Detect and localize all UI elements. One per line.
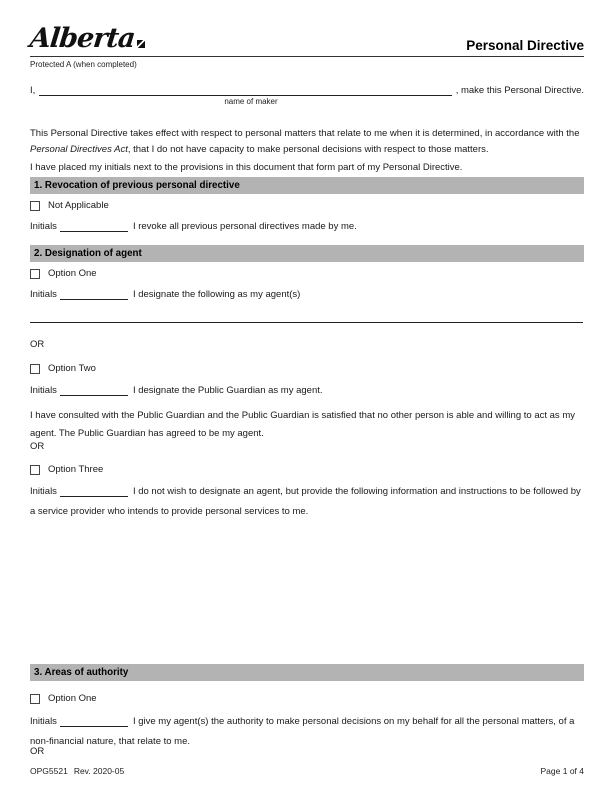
option-three-row (30, 464, 103, 475)
authority-option-one-checkbox[interactable] (30, 694, 40, 704)
authority-statement: I give my agent(s) the authority to make personal decisions on my behalf for all the personal matters, of a non-financial nature, that relate to me. (30, 716, 575, 747)
or-separator: OR (30, 746, 45, 757)
initials-label: Initials (30, 716, 57, 727)
no-agent-statement: I do not wish to designate an agent, but provide the following information and instructions to be followed by a service provider who intends to provide personal services to me. (30, 486, 581, 517)
no-agent-initials-paragraph (30, 482, 584, 522)
form-number (30, 766, 130, 776)
initials-label: Initials (30, 486, 57, 497)
initials-label: Initials (30, 385, 57, 396)
section-2-header: 2. Designation of agent (30, 245, 584, 262)
initials-instruction-paragraph: I have placed my initials next to the provisions in this document that form part of my Personal Directive. (30, 162, 463, 173)
option-three-checkbox[interactable] (30, 465, 40, 475)
or-separator: OR (30, 339, 45, 350)
option-two-label: Option Two (48, 363, 96, 374)
public-guardian-statement: I designate the Public Guardian as my agent. (132, 385, 323, 396)
maker-name-row (30, 82, 584, 96)
public-guardian-initials-row (30, 385, 584, 396)
option-one-initials-field[interactable] (60, 289, 128, 300)
not-applicable-checkbox[interactable] (30, 201, 40, 211)
name-of-maker-caption: name of maker (224, 97, 278, 106)
header-divider (30, 56, 584, 57)
form-revision: Rev. 2020-05 (73, 766, 125, 776)
form-number-code: OPG5521 (30, 766, 68, 776)
designate-agents-initials-row (30, 289, 584, 300)
intro-paragraph-text-after: , that I do not have capacity to make personal decisions with respect to those matters. (127, 143, 489, 155)
designate-agents-statement: I designate the following as my agent(s) (132, 289, 301, 300)
authority-initials-paragraph (30, 712, 584, 752)
intro-paragraph (30, 126, 584, 157)
act-name-italic: Personal Directives Act (30, 143, 128, 155)
or-separator: OR (30, 441, 45, 452)
page-number: Page 1 of 4 (540, 766, 584, 776)
authority-option-one-row (30, 693, 97, 704)
revocation-statement: I revoke all previous personal directives made by me. (132, 221, 357, 232)
not-applicable-label: Not Applicable (48, 200, 109, 211)
option-two-checkbox[interactable] (30, 364, 40, 374)
alberta-flag-icon (137, 40, 145, 48)
not-applicable-row (30, 200, 109, 211)
agent-details-field[interactable] (30, 310, 583, 323)
maker-suffix-label: , make this Personal Directive. (455, 85, 584, 96)
section-1-header: 1. Revocation of previous personal directive (30, 177, 584, 194)
section-3-header: 3. Areas of authority (30, 664, 584, 681)
protected-classification-label: Protected A (when completed) (30, 60, 137, 69)
maker-prefix-label: I, (30, 85, 36, 96)
alberta-logo-text: Alberta (28, 23, 137, 54)
alberta-logo (30, 24, 145, 54)
initials-label: Initials (30, 221, 57, 232)
name-of-maker-field[interactable] (39, 84, 451, 96)
option-two-initials-field[interactable] (60, 385, 128, 396)
revocation-initials-row (30, 221, 584, 232)
option-one-row (30, 268, 97, 279)
page-title: Personal Directive (466, 38, 584, 53)
initials-label: Initials (30, 289, 57, 300)
revocation-initials-field[interactable] (60, 221, 128, 232)
authority-option-one-label: Option One (48, 693, 97, 704)
option-two-row (30, 363, 96, 374)
option-three-label: Option Three (48, 464, 104, 475)
page-footer (30, 766, 584, 776)
public-guardian-note: I have consulted with the Public Guardian and the Public Guardian is satisfied that no other person is able and willing to act as my agent. The Public Guardian has agreed to be my agent. (30, 410, 575, 439)
authority-initials-field[interactable] (60, 716, 128, 727)
option-one-checkbox[interactable] (30, 269, 40, 279)
option-three-initials-field[interactable] (60, 486, 128, 497)
option-one-label: Option One (48, 268, 97, 279)
intro-paragraph-text: This Personal Directive takes effect with respect to personal matters that relate to me when it is determined, in accordance with the (30, 128, 580, 139)
